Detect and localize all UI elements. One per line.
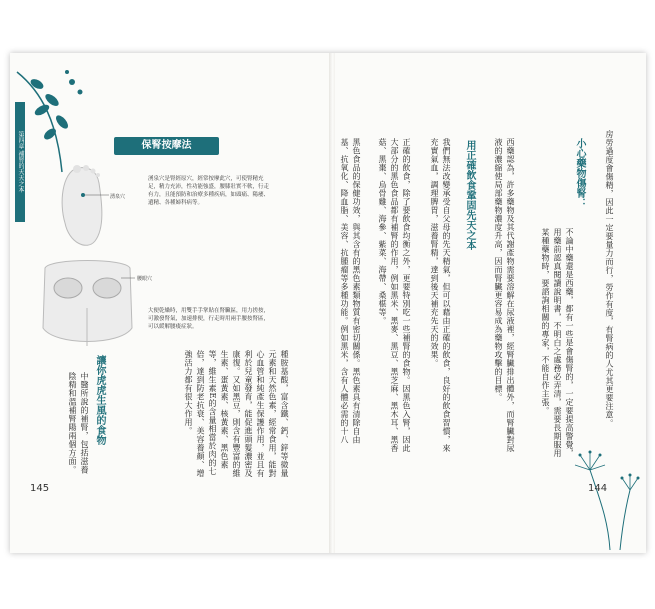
image1-label: 湧泉穴 — [110, 194, 126, 200]
book-spine — [329, 53, 335, 553]
image2-note: 大便乾燥時，用雙手手掌貼在腎臟區，用力搓按，可激發腎氣，加速排便，行走時用兩手腰按腎區，可以緩解腰痠症狀。 — [148, 308, 270, 330]
section-title: 保腎按摩法 — [114, 137, 219, 155]
right-col-2: 不論中藥還是西藥，都有一些是會傷腎的，一定要提高警覺，用藥前認真閱讀說明書，不明白之處務必弄清，需要長期服用某種藥物時，要諮詢相關的專家，不能自作主張。 — [541, 228, 574, 458]
right-col-4: 我們無法改變承受自父母的先天精氣，但可以藉由正確的飲食，良好的飲食習慣，來充實氣血，調理脾胃，滋養腎精，達到後天補充先天的效果。 — [430, 138, 451, 453]
chapter-side-tab: 第四章 補腎的天天之本 — [15, 102, 25, 222]
page-number-right: 144 — [588, 483, 608, 494]
image1-note: 湧泉穴是腎經原穴，經常按摩此穴，可使腎精充足，精力充沛，性功能強盛，腰膝壯實不軟，行走有力，且能預防和治療多種疾病，如頭痛、陽痿、遺精、各種婦科病等。 — [148, 176, 270, 206]
left-heading: 讓你虎虎生風的食物 — [94, 355, 105, 445]
right-col-6: 黑色食品的保健功效，與其含有的黑色素類物質有密切關係。黑色素具有清除自由基、抗氧化、降血脂、美容、抗腫瘤等多種功能。例如黑米，含有人體必需的十八 — [340, 138, 361, 444]
lower-back-illustration — [40, 258, 135, 346]
left-body-column-b: 中醫所說的補腎，包括滋養陰精和溫補腎陽兩個方面。 — [68, 372, 89, 474]
image2-label: 腰眼穴 — [137, 276, 153, 282]
right-heading-2: 用正確飲食鞏固先天之本 — [464, 140, 475, 250]
right-col-5: 正確的飲食，除了要飲食均衡之外，更要特別吃一些補腎的食物。因黑色入腎，因此大部分的黑色食品都有補腎的作用，例如黑米、黑麥、黑豆、黑芝麻、黑木耳、黑香菇、黑棗、烏骨雞、海參、紫菜、海帶、桑椹等。 — [378, 138, 411, 453]
right-col-1: 房勞過度會傷精，因此一定要量力而行，勞作有度，有腎病的人尤其更要注意。 — [605, 130, 614, 428]
right-heading-1: 小心藥物傷腎： — [574, 138, 585, 208]
foot-sole-illustration — [47, 163, 117, 253]
page-number-left: 145 — [30, 483, 50, 494]
right-col-3: 西藥認為，許多藥物及其代謝產物需要溶解在尿液裡，經腎臟排出體外，而腎臟對尿液的濃縮使局部藥物濃度升高，因而腎臟更容易成為藥物攻擊的目標。 — [494, 138, 515, 453]
left-body-column-a: 種胺基酸，富含鐵、鈣、鋅等微量元素和天然色素，經常食用，能對心血管和純產生保護作用，並且有利於兒童發育，能促進頭髮濃密及康復。又如黑豆，則含有豐富的維生素、蛋黃素、核黃素、黑色素等，維生素E的含量相當於肉的七倍，達到防老抗衰、美容養顏、增強活力都有很大作用。 — [184, 350, 289, 478]
